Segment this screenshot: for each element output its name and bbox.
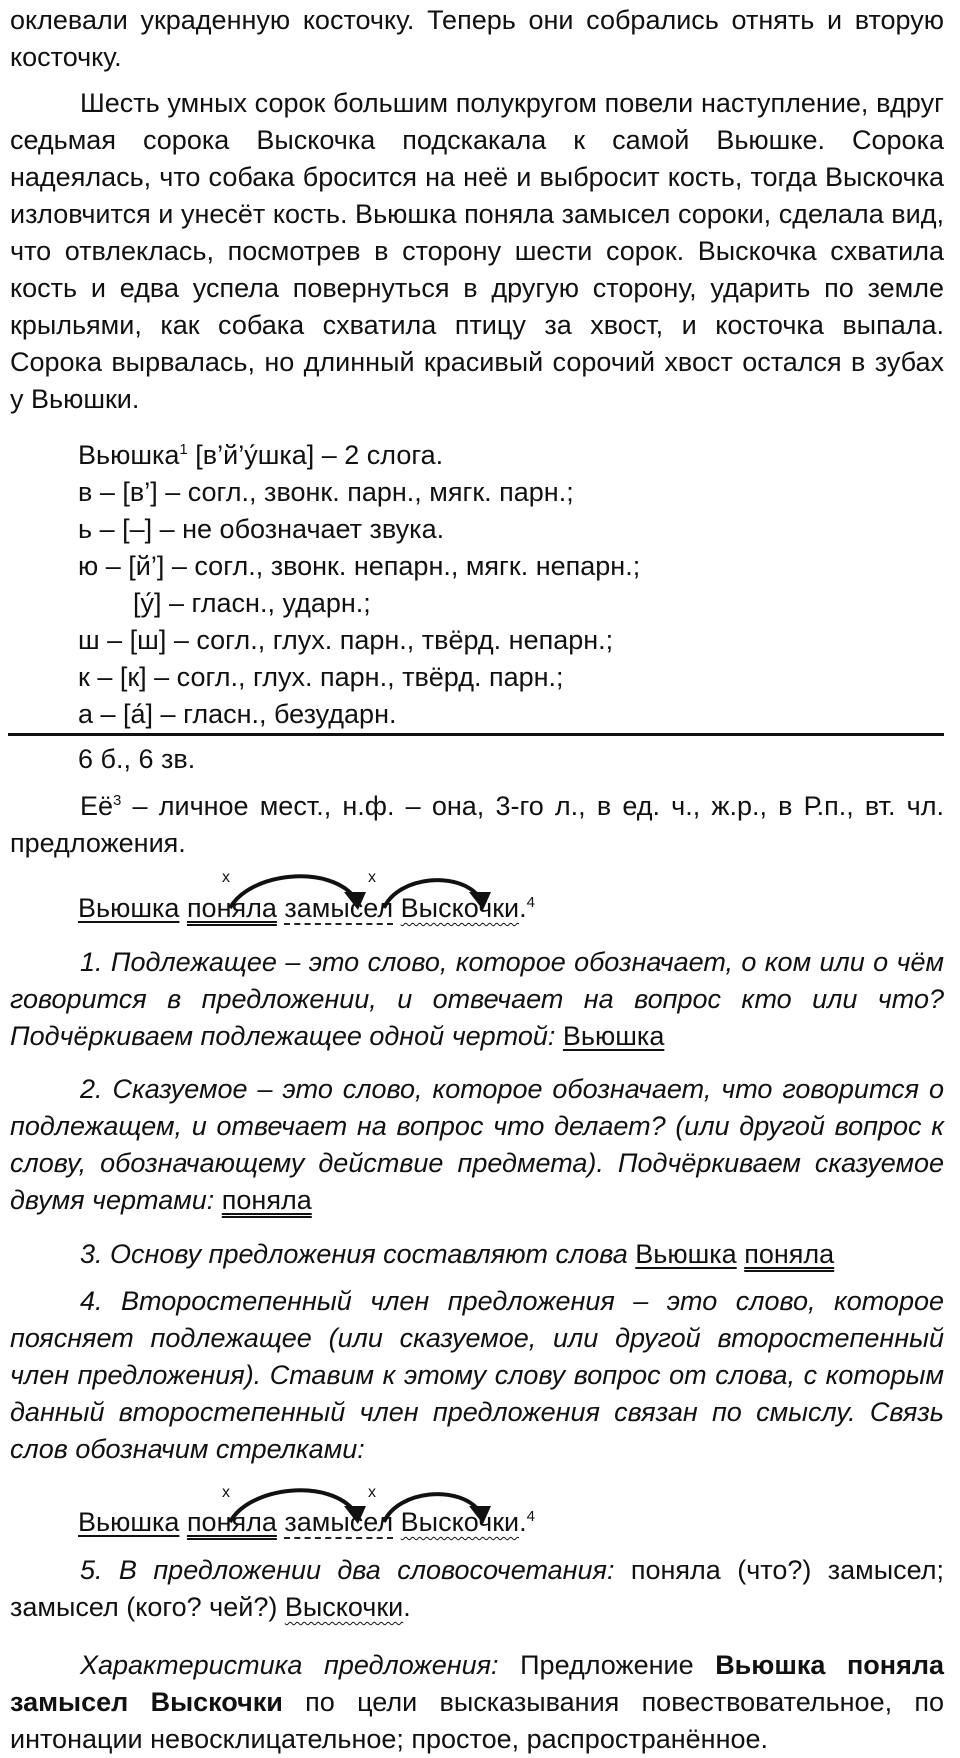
object-word: замысел	[284, 893, 394, 923]
phonetic-line: ь – [–] – не обозначает звука.	[78, 514, 445, 544]
phonetic-line: в – [в’] – согл., звонк. парн., мягк. парн.;	[78, 477, 574, 507]
parsed-sentence: Вьюшка поняла замысел Выскочки.$^4$	[78, 893, 535, 923]
predicate-word: поняла	[186, 893, 277, 923]
phonetic-summary: 6 б., 6 зв.	[78, 744, 196, 774]
story-paragraph: Шесть умных сорок большим полукругом повели наступление, вдруг седьмая сорока Выскочка подскакала к самой Вьюшке. Сорока надеялась, что собака бросится на неё и выбросит кость, тогда Выскочка изловчится и унесёт кость. Вьюшка поняла замысел сороки, сделала вид, что отвлеклась, посмотрев в сторону шести сорок. Выскочка схватила кость и едва успела повернуться в другую сторону, ударить по земле крыльями, как собака схватила птицу за хвост, и косточка выпала. Сорока вырвалась, но длинный красивый сорочий хвост остался в зубах у Вьюшки.	[10, 88, 944, 414]
phonetic-line: ш – [ш] – согл., глух. парн., твёрд. непарн.;	[78, 625, 614, 655]
predicate-word: поняла	[186, 1507, 277, 1537]
rule-3: 3. Основу предложения составляют слова Вьюшка поняла	[80, 1239, 835, 1269]
phonetic-header: Вьюшка$^1$ [в’й’у́шка] – 2 слога.	[78, 440, 444, 470]
subject-word: Вьюшка	[78, 893, 180, 923]
parsed-sentence: Вьюшка поняла замысел Выскочки.$^4$	[78, 1507, 535, 1537]
rule-1: 1. Подлежащее – это слово, которое обозначает, о ком или о чём говорится в предложении, и отвечает на вопрос кто или что? Подчёркиваем подлежащее одной чертой: Вьюшка	[10, 947, 944, 1051]
mark-x: х	[222, 869, 230, 886]
divider	[8, 733, 944, 736]
phonetic-line: ю – [й’] – согл., звонк. непарн., мягк. непарн.;	[78, 551, 641, 581]
phonetic-line: к – [к] – согл., глух. парн., твёрд. парн.;	[78, 662, 564, 692]
attribute-word: Выскочки	[400, 1507, 520, 1537]
phonetic-line: а – [а́] – гласн., безударн.	[78, 699, 397, 729]
subject-word: Вьюшка	[78, 1507, 180, 1537]
phonetic-line: [у́] – гласн., ударн.;	[133, 588, 371, 618]
rule-5: 5. В предложении два словосочетания: поняла (что?) замысел; замысел (кого? чей?) Выскочки.	[10, 1555, 944, 1622]
sentence-characteristic: Характеристика предложения: Предложение Вьюшка поняла замысел Выскочки по цели высказывания повествовательное, по интонации невосклицательное; простое, распространённое.	[10, 1650, 944, 1754]
mark-x: х	[368, 869, 376, 886]
top-paragraph: оклевали украденную косточку. Теперь они собрались отнять и вторую косточку.	[10, 5, 944, 72]
object-word: замысел	[284, 1507, 394, 1537]
rule-2: 2. Сказуемое – это слово, которое обозначает, что говорится о подлежащем, и отвечает на вопрос что делает? (или другой вопрос к слову, обозначающему действие предмета). Подчёркиваем сказуемое двумя чертами: поняла	[10, 1074, 944, 1215]
attribute-word: Выскочки	[400, 893, 520, 923]
mark-x: х	[222, 1484, 230, 1501]
mark-x: х	[368, 1484, 376, 1501]
morph-paragraph: $Её^3$ – личное мест., н.ф. – она, 3-го л., в ед. ч., ж.р., в Р.п., вт. чл. предложения.	[10, 791, 944, 858]
rule-4: 4. Второстепенный член предложения – это слово, которое поясняет подлежащее (или сказуемое, или другой второстепенный член предложения). Ставим к этому слову вопрос от слова, с которым данный второстепенный член предложения связан по смыслу. Связь слов обозначим стрелками:	[10, 1286, 944, 1464]
